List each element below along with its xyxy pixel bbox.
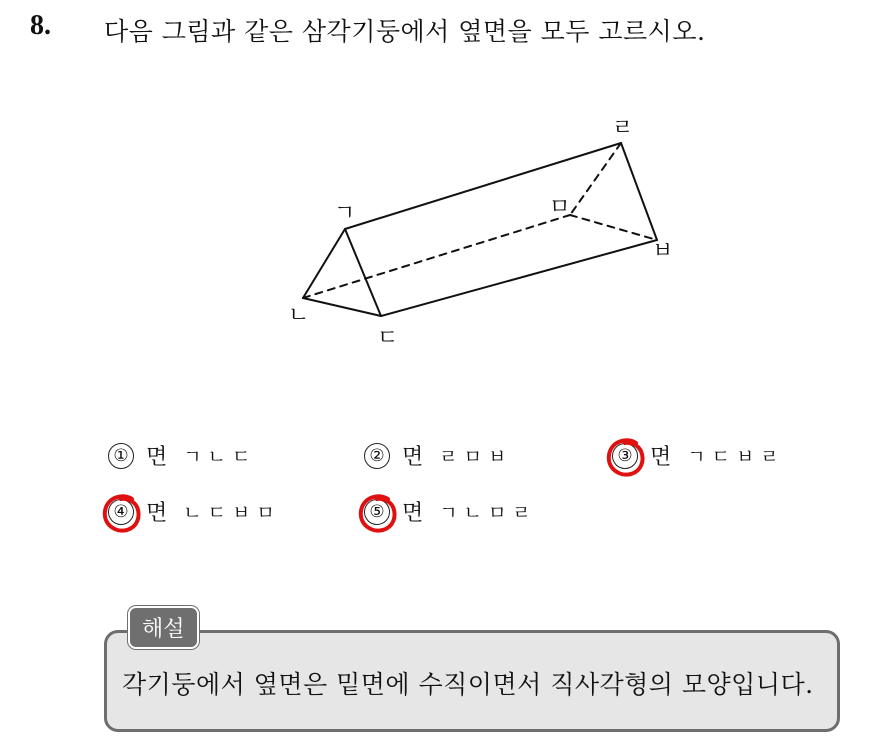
- option-word: 면: [402, 445, 424, 470]
- edge-c-f: [381, 240, 657, 316]
- vertex-label-f: ㅂ: [652, 239, 674, 264]
- explanation-tag: 해설: [128, 606, 199, 649]
- edge-a-d: [345, 143, 621, 229]
- option-letters: ㄱㄷㅂㄹ: [687, 446, 785, 468]
- option-word: 면: [146, 445, 168, 470]
- edge-d-f: [621, 143, 657, 240]
- edge-b-e-hidden: [303, 215, 570, 298]
- edge-b-c: [303, 298, 381, 316]
- question-text: 다음 그림과 같은 삼각기둥에서 옆면을 모두 고르시오.: [104, 17, 706, 46]
- option-2[interactable]: [364, 440, 512, 471]
- edge-a-c: [345, 229, 381, 316]
- option-word: 면: [650, 445, 672, 470]
- option-number: ②: [364, 443, 390, 469]
- option-number: ①: [108, 443, 134, 469]
- option-word: 면: [146, 501, 168, 526]
- edge-a-b: [303, 229, 345, 298]
- option-letters: ㄴㄷㅂㅁ: [183, 502, 281, 524]
- question-number: 8.: [30, 10, 51, 41]
- vertex-label-a: ㄱ: [334, 201, 356, 226]
- option-letters: ㄹㅁㅂ: [439, 446, 513, 468]
- edge-d-e-hidden: [570, 143, 621, 215]
- option-letters: ㄱㄴㄷ: [183, 446, 257, 468]
- vertex-label-d: ㄹ: [612, 116, 634, 141]
- option-4[interactable]: [108, 496, 281, 527]
- edge-e-f-hidden: [570, 215, 657, 240]
- option-number: ③: [612, 443, 638, 469]
- option-5[interactable]: [364, 496, 537, 527]
- vertex-label-b: ㄴ: [288, 303, 310, 328]
- option-word: 면: [402, 501, 424, 526]
- vertex-label-e: ㅁ: [549, 195, 571, 220]
- explanation-text: 각기둥에서 옆면은 밑면에 수직이면서 직사각형의 모양입니다.: [122, 670, 814, 699]
- option-3[interactable]: [612, 440, 785, 471]
- vertex-label-c: ㄷ: [377, 326, 399, 351]
- option-number: ⑤: [364, 499, 390, 525]
- option-letters: ㄱㄴㅁㄹ: [439, 502, 537, 524]
- option-1[interactable]: [108, 440, 256, 471]
- option-number: ④: [108, 499, 134, 525]
